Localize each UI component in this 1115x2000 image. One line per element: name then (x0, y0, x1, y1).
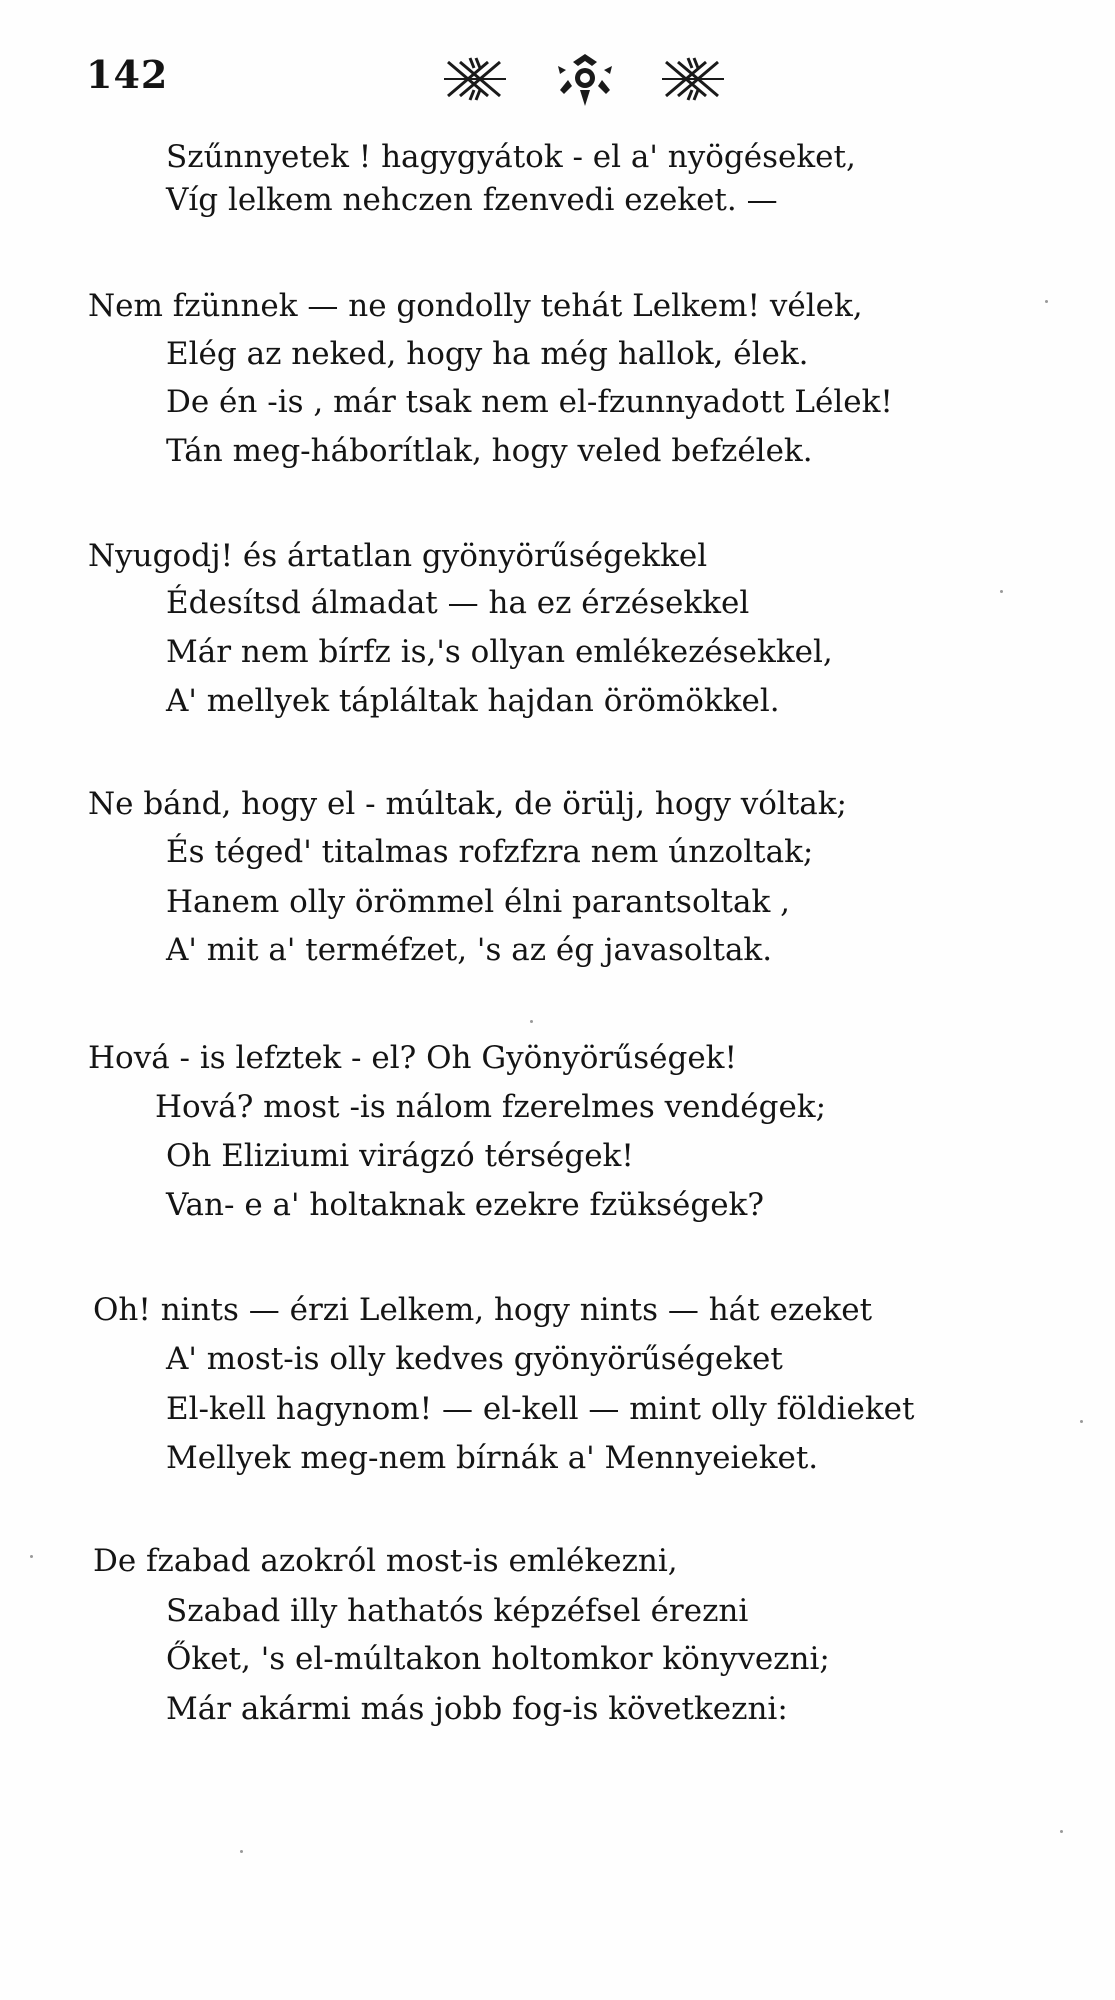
paper-speck (240, 1850, 243, 1853)
page-number: 142 (86, 52, 169, 97)
poem-line: Tán meg-háborítlak, hogy veled befzélek. (166, 433, 813, 469)
poem-line: Már akármi más jobb fog-is következni: (166, 1691, 788, 1727)
poem-line: A' mit a' terméfzet, 's az ég javasoltak. (166, 932, 773, 968)
poem-line: Már nem bírfz is,'s ollyan emlékezésekkel, (166, 634, 833, 670)
poem-line: Mellyek meg-nem bírnák a' Mennyeieket. (166, 1440, 819, 1476)
center-flower (558, 54, 612, 106)
paper-speck (1000, 590, 1003, 593)
poem-line: Szabad illy hathatós képzéfsel érezni (166, 1593, 749, 1629)
printer-ornament-icon (440, 52, 730, 110)
poem-line: Elég az neked, hogy ha még hallok, élek. (166, 336, 809, 372)
poem-line: De fzabad azokról most-is emlékezni, (93, 1543, 678, 1579)
left-flourish (444, 58, 506, 100)
paper-speck (30, 1555, 33, 1558)
paper-speck (1080, 1420, 1083, 1423)
poem-line: Őket, 's el-múltakon holtomkor könyvezni; (166, 1641, 830, 1677)
right-flourish (662, 58, 724, 100)
poem-line: De én -is , már tsak nem el-fzunnyadott Lélek! (166, 384, 893, 420)
paper-speck (1060, 1830, 1063, 1833)
poem-line: Hová - is lefztek - el? Oh Gyönyörűségek! (88, 1040, 737, 1076)
poem-line: A' most-is olly kedves gyönyörűségeket (166, 1341, 783, 1377)
poem-line: Nyugodj! és ártatlan gyönyörűségekkel (88, 538, 708, 574)
poem-line: Oh! nints — érzi Lelkem, hogy nints — hát ezeket (93, 1292, 873, 1328)
poem-line: Hanem olly örömmel élni parantsoltak , (166, 884, 790, 920)
poem-line: Szűnnyetek ! hagygyátok - el a' nyögéseket, (166, 139, 856, 175)
poem-line: Ne bánd, hogy el - múltak, de örülj, hogy vóltak; (88, 786, 847, 822)
poem-line: El-kell hagynom! — el-kell — mint olly földieket (166, 1391, 915, 1427)
paper-speck (530, 1020, 533, 1023)
poem-line: Víg lelkem nehczen fzenvedi ezeket. — (166, 182, 778, 218)
poem-line: Van- e a' holtaknak ezekre fzükségek? (166, 1187, 764, 1223)
poem-line: Oh Eliziumi virágzó térségek! (166, 1138, 634, 1174)
poem-line: Nem fzünnek — ne gondolly tehát Lelkem! vélek, (88, 288, 863, 324)
paper-speck (1045, 300, 1048, 303)
poem-line: Édesítsd álmadat — ha ez érzésekkel (166, 585, 750, 621)
poem-line: Hová? most -is nálom fzerelmes vendégek; (155, 1089, 827, 1125)
poem-line: És téged' titalmas rofzfzra nem únzoltak; (166, 834, 814, 870)
poem-line: A' mellyek tápláltak hajdan örömökkel. (166, 683, 780, 719)
